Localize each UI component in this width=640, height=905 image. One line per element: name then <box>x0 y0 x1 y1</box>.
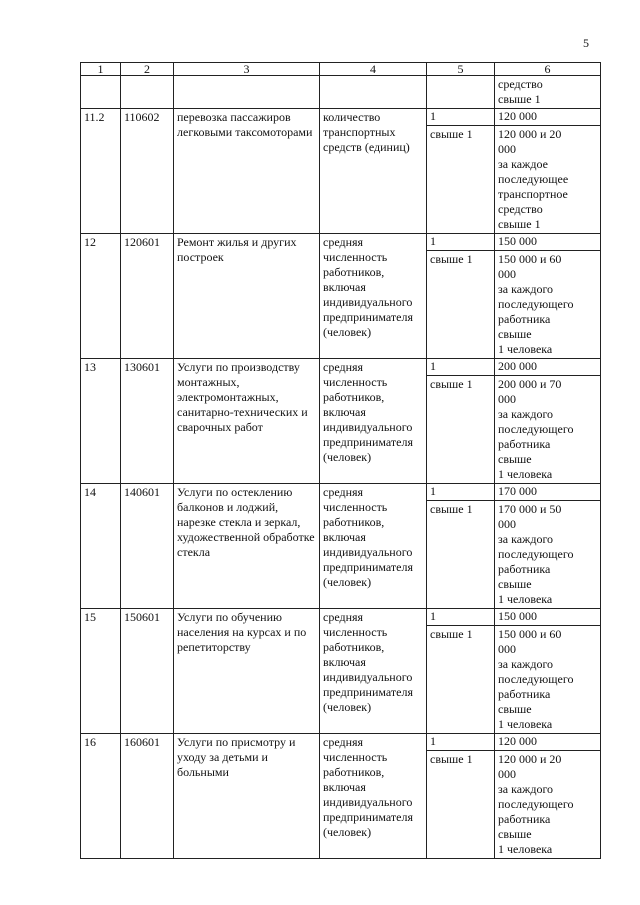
activity-name: Услуги по присмотру и уходу за детьми и больными <box>174 734 320 859</box>
physical-indicator: средняя численность работников, включая индивидуального предпринимателя (человек) <box>320 734 427 859</box>
amount-line: 000 <box>498 767 516 781</box>
activity-name: перевозка пассажиров легковыми таксомоторами <box>174 109 320 234</box>
amount-line: 150 000 и 60 <box>498 627 562 641</box>
amount-line: 1 человека <box>498 842 553 856</box>
amount-line: свыше <box>498 327 532 341</box>
amount-line: за каждого <box>498 532 554 546</box>
activity-name: Услуги по остеклению балконов и лоджий, нарезке стекла и зеркал, художественной обработке стекла <box>174 484 320 609</box>
amount-line: 120 000 и 20 <box>498 752 562 766</box>
tariff-table <box>80 62 601 859</box>
quantity-cell <box>427 359 495 484</box>
row-number: 16 <box>81 734 121 859</box>
quantity-second: свыше 1 <box>427 125 494 143</box>
amount-line: последующего <box>498 547 574 561</box>
header-col-1: 1 <box>81 63 121 76</box>
quantity-second: свыше 1 <box>427 375 494 393</box>
header-col-5: 5 <box>427 63 495 76</box>
activity-code: 140601 <box>121 484 174 609</box>
quantity-cell <box>427 234 495 359</box>
row-number: 12 <box>81 234 121 359</box>
continuation-line: средство <box>498 77 543 91</box>
amount-line: 000 <box>498 392 516 406</box>
amount-line: 170 000 и 50 <box>498 502 562 516</box>
header-col-3: 3 <box>174 63 320 76</box>
amount-cell <box>495 609 601 734</box>
quantity-first: 1 <box>430 484 436 498</box>
quantity-cell <box>427 734 495 859</box>
table-row <box>81 359 601 484</box>
activity-code: 120601 <box>121 234 174 359</box>
quantity-first: 1 <box>430 234 436 248</box>
quantity-cell <box>427 484 495 609</box>
amount-rest <box>495 250 600 358</box>
amount-line: свыше 1 <box>498 217 541 231</box>
activity-code: 160601 <box>121 734 174 859</box>
amount-line: последующего <box>498 297 574 311</box>
header-row <box>81 63 601 76</box>
amount-first: 150 000 <box>498 609 537 623</box>
continuation-row <box>81 76 601 109</box>
activity-name: Услуги по производству монтажных, электромонтажных, санитарно-технических и сварочных работ <box>174 359 320 484</box>
quantity-first: 1 <box>430 734 436 748</box>
table-row <box>81 734 601 859</box>
amount-line: 1 человека <box>498 467 553 481</box>
amount-line: свыше <box>498 827 532 841</box>
amount-line: 1 человека <box>498 342 553 356</box>
amount-line: работника <box>498 437 551 451</box>
quantity-first: 1 <box>430 359 436 373</box>
amount-line: 200 000 и 70 <box>498 377 562 391</box>
quantity-cell <box>427 609 495 734</box>
quantity-second: свыше 1 <box>427 750 494 768</box>
quantity-first: 1 <box>430 109 436 123</box>
amount-line: 000 <box>498 142 516 156</box>
activity-code: 150601 <box>121 609 174 734</box>
physical-indicator: средняя численность работников, включая индивидуального предпринимателя (человек) <box>320 484 427 609</box>
quantity-first: 1 <box>430 609 436 623</box>
amount-line: за каждого <box>498 782 554 796</box>
table-row <box>81 109 601 234</box>
header-col-6: 6 <box>495 63 601 76</box>
amount-line: свыше <box>498 452 532 466</box>
page-number: 5 <box>583 36 589 50</box>
table-row <box>81 234 601 359</box>
amount-line: 000 <box>498 267 516 281</box>
amount-line: 000 <box>498 517 516 531</box>
amount-first: 120 000 <box>498 109 537 123</box>
row-number: 13 <box>81 359 121 484</box>
amount-line: последующего <box>498 422 574 436</box>
physical-indicator: средняя численность работников, включая индивидуального предпринимателя (человек) <box>320 359 427 484</box>
amount-line: 120 000 и 20 <box>498 127 562 141</box>
amount-line: за каждого <box>498 282 554 296</box>
continuation-cell <box>495 76 601 109</box>
amount-rest <box>495 625 600 733</box>
amount-rest <box>495 125 600 233</box>
amount-line: последующего <box>498 797 574 811</box>
amount-line: за каждое <box>498 157 548 171</box>
amount-line: свыше <box>498 577 532 591</box>
amount-cell <box>495 734 601 859</box>
amount-line: работника <box>498 312 551 326</box>
amount-line: за каждого <box>498 657 554 671</box>
amount-first: 120 000 <box>498 734 537 748</box>
row-number: 14 <box>81 484 121 609</box>
quantity-second: свыше 1 <box>427 625 494 643</box>
physical-indicator: средняя численность работников, включая индивидуального предпринимателя (человек) <box>320 234 427 359</box>
activity-code: 130601 <box>121 359 174 484</box>
amount-first: 150 000 <box>498 234 537 248</box>
amount-cell <box>495 484 601 609</box>
amount-line: работника <box>498 812 551 826</box>
amount-line: 150 000 и 60 <box>498 252 562 266</box>
amount-line: 000 <box>498 642 516 656</box>
amount-line: работника <box>498 562 551 576</box>
amount-cell <box>495 359 601 484</box>
physical-indicator: средняя численность работников, включая индивидуального предпринимателя (человек) <box>320 609 427 734</box>
row-number: 15 <box>81 609 121 734</box>
amount-line: последующего <box>498 672 574 686</box>
amount-line: свыше <box>498 702 532 716</box>
continuation-line: свыше 1 <box>498 92 541 106</box>
quantity-second: свыше 1 <box>427 250 494 268</box>
amount-line: последующее <box>498 172 569 186</box>
amount-line: 1 человека <box>498 717 553 731</box>
amount-line: работника <box>498 687 551 701</box>
header-col-4: 4 <box>320 63 427 76</box>
amount-line: средство <box>498 202 543 216</box>
amount-rest <box>495 750 600 858</box>
amount-line: транспортное <box>498 187 568 201</box>
amount-cell <box>495 234 601 359</box>
table-row <box>81 484 601 609</box>
amount-line: за каждого <box>498 407 554 421</box>
table-row <box>81 609 601 734</box>
activity-name: Услуги по обучению населения на курсах и по репетиторству <box>174 609 320 734</box>
quantity-second: свыше 1 <box>427 500 494 518</box>
header-col-2: 2 <box>121 63 174 76</box>
physical-indicator: количество транспортных средств (единиц) <box>320 109 427 234</box>
activity-name: Ремонт жилья и других построек <box>174 234 320 359</box>
amount-cell <box>495 109 601 234</box>
amount-rest <box>495 375 600 483</box>
amount-first: 170 000 <box>498 484 537 498</box>
quantity-cell <box>427 109 495 234</box>
activity-code: 110602 <box>121 109 174 234</box>
amount-line: 1 человека <box>498 592 553 606</box>
row-number: 11.2 <box>81 109 121 234</box>
amount-rest <box>495 500 600 608</box>
amount-first: 200 000 <box>498 359 537 373</box>
